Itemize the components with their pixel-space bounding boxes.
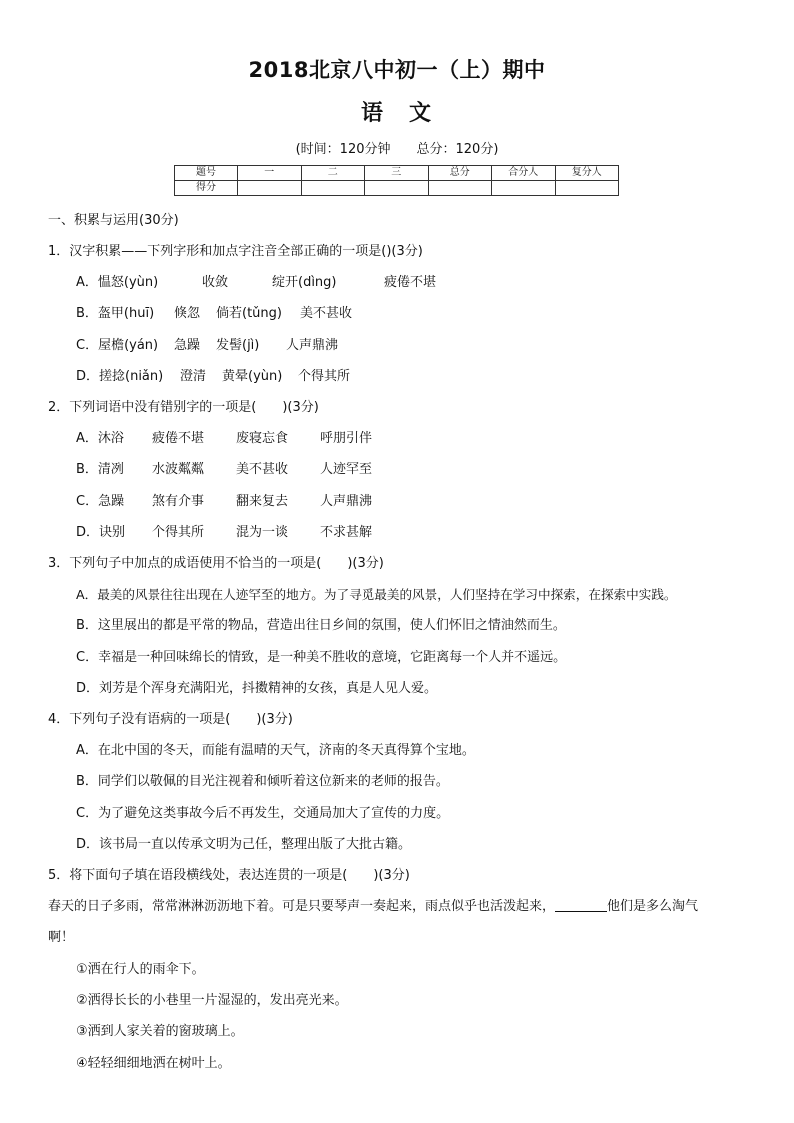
option-text: 美不甚收 — [300, 306, 353, 321]
option-text: 疲倦不堪 — [384, 275, 437, 290]
option-text: 煞有介事 — [152, 494, 205, 509]
option-text: 废寝忘食 — [236, 431, 289, 446]
exam-subject: 语 文 — [360, 101, 433, 126]
option-text: 人迹罕至 — [320, 462, 373, 477]
option-text: 急躁 — [174, 338, 201, 353]
question-4-option-c: C．为了避免这类事故今后不再发生，交通局加大了宣传的力度。 — [76, 806, 450, 821]
question-4-option-d: D．该书局一直以传承文明为己任，整理出版了大批古籍。 — [76, 837, 412, 852]
question-2-option-c — [76, 493, 372, 511]
question-4-stem: 4．下列句子没有语病的一项是( )(3分) — [48, 712, 293, 727]
option-text: 人声鼎沸 — [286, 338, 339, 353]
option-text: 人声鼎沸 — [320, 494, 373, 509]
exam-duration: (时间：120分钟 — [295, 142, 391, 157]
option-text: D．诀别 — [76, 525, 126, 540]
question-1-option-a — [76, 274, 436, 292]
score-input-cell[interactable] — [428, 181, 492, 196]
question-1-option-c — [76, 337, 338, 355]
question-3-option-a: A．最美的风景往往出现在人迹罕至的地方。为了寻觅最美的风景，人们坚持在学习中探索，在探索中实践。 — [76, 587, 677, 602]
option-text: 收敛 — [202, 275, 229, 290]
option-text: 个得其所 — [152, 525, 205, 540]
question-1-option-d — [76, 368, 350, 386]
score-table-cell: 二 — [301, 166, 365, 181]
blank-line[interactable] — [555, 898, 607, 912]
option-text: 发髻(jì) — [216, 338, 260, 353]
score-input-cell[interactable] — [555, 181, 619, 196]
option-text: 黄晕(yùn) — [222, 369, 283, 384]
option-text: D．搓捻(niǎn) — [76, 369, 164, 384]
question-3-option-b: B．这里展出的都是平常的物品，营造出往日乡间的氛围，使人们怀旧之情油然而生。 — [76, 618, 566, 633]
score-input-cell[interactable] — [365, 181, 429, 196]
option-text: 翻来复去 — [236, 494, 289, 509]
option-text: 疲倦不堪 — [152, 431, 205, 446]
option-text: A．愠怒(yùn) — [76, 275, 159, 290]
option-text: B．盔甲(huī) — [76, 306, 155, 321]
question-5-passage-end: 啊！ — [48, 930, 75, 945]
score-table-cell: 一 — [238, 166, 302, 181]
score-table-score-row — [175, 181, 619, 196]
score-input-cell[interactable] — [301, 181, 365, 196]
question-5-item-2: ②洒得长长的小巷里一片湿湿的，发出亮光来。 — [76, 993, 348, 1008]
exam-time-info — [0, 138, 794, 157]
passage-text: 春天的日子多雨，常常淋淋沥沥地下着。可是只要琴声一奏起来，雨点似乎也活泼起来， — [48, 899, 556, 914]
question-4-option-a: A．在北中国的冬天，而能有温晴的天气，济南的冬天真得算个宝地。 — [76, 743, 475, 758]
question-5-item-4: ④轻轻细细地洒在树叶上。 — [76, 1056, 231, 1071]
score-table-cell: 复分人 — [555, 166, 619, 181]
option-text: 倏忽 — [174, 306, 201, 321]
section-heading: 一、积累与运用(30分) — [48, 213, 179, 228]
question-4-option-b: B．同学们以敬佩的目光注视着和倾听着这位新来的老师的报告。 — [76, 774, 449, 789]
exam-title: 2018北京八中初一（上）期中 — [248, 58, 546, 82]
option-text: 倘若(tǔng) — [216, 306, 282, 321]
passage-text: 他们是多么淘气 — [607, 899, 699, 914]
option-text: 绽开(dìng) — [272, 275, 337, 290]
question-2-option-a — [76, 430, 372, 448]
score-table-header-row — [175, 166, 619, 181]
option-text: B．清冽 — [76, 462, 124, 477]
score-input-cell[interactable] — [492, 181, 556, 196]
score-table-cell: 合分人 — [492, 166, 556, 181]
question-5-item-1: ①洒在行人的雨伞下。 — [76, 962, 205, 977]
option-text: 不求甚解 — [320, 525, 373, 540]
option-text: 水波粼粼 — [152, 462, 205, 477]
score-table-cell: 得分 — [175, 181, 238, 196]
option-text: 呼朋引伴 — [320, 431, 373, 446]
question-2-option-b — [76, 461, 372, 479]
score-table-cell: 题号 — [175, 166, 238, 181]
score-input-cell[interactable] — [238, 181, 302, 196]
option-text: C．屋檐(yán) — [76, 338, 159, 353]
option-text: 个得其所 — [298, 369, 351, 384]
question-1-option-b — [76, 305, 352, 323]
question-2-option-d — [76, 524, 372, 542]
question-3-option-c: C．幸福是一种回味绵长的情致，是一种美不胜收的意境，它距离每一个人并不遥远。 — [76, 650, 567, 665]
option-text: 混为一谈 — [236, 525, 289, 540]
question-5-stem: 5．将下面句子填在语段横线处，表达连贯的一项是( )(3分) — [48, 868, 410, 883]
option-text: C．急躁 — [76, 494, 125, 509]
score-table — [174, 165, 619, 196]
option-text: 澄清 — [180, 369, 207, 384]
question-5-passage — [48, 898, 698, 916]
option-text: 美不甚收 — [236, 462, 289, 477]
question-2-stem: 2．下列词语中没有错别字的一项是( )(3分) — [48, 400, 319, 415]
question-3-option-d: D．刘芳是个浑身充满阳光，抖擞精神的女孩，真是人见人爱。 — [76, 681, 438, 696]
exam-total-score: 总分：120分) — [416, 142, 499, 157]
score-table-cell: 三 — [365, 166, 429, 181]
question-3-stem: 3．下列句子中加点的成语使用不恰当的一项是( )(3分) — [48, 556, 384, 571]
option-text: A．沐浴 — [76, 431, 124, 446]
score-table-cell: 总分 — [428, 166, 492, 181]
question-1-stem: 1．汉字积累——下列字形和加点字注音全部正确的一项是()(3分) — [48, 244, 423, 259]
question-5-item-3: ③洒到人家关着的窗玻璃上。 — [76, 1024, 244, 1039]
